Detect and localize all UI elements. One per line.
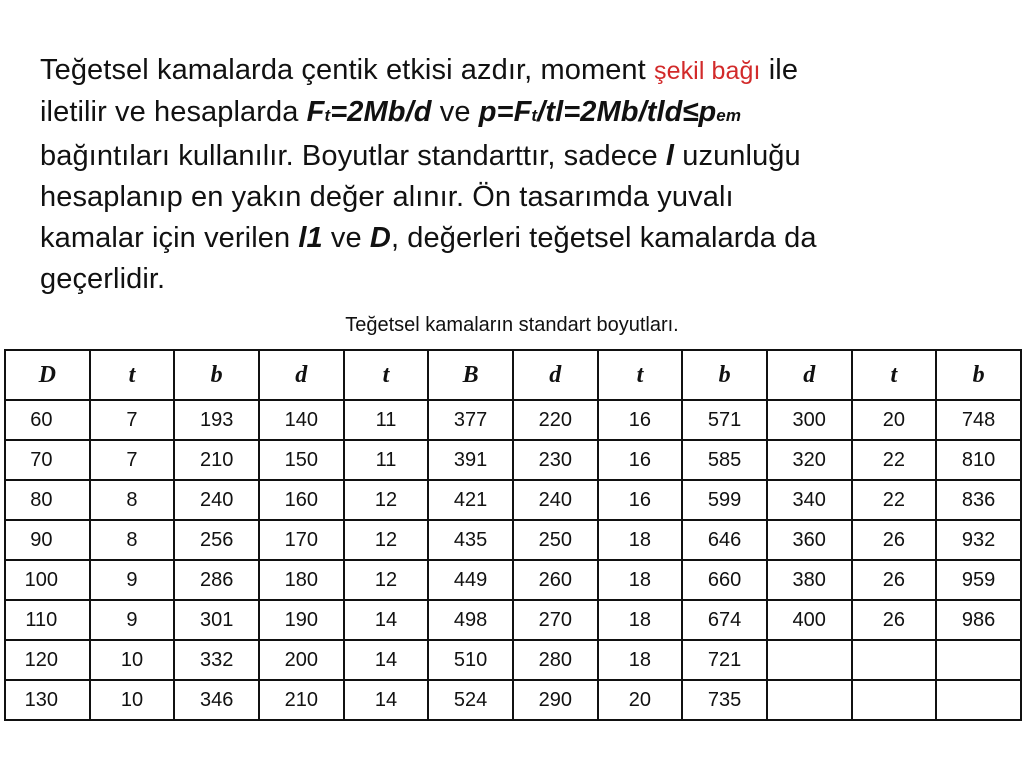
table-cell: 735 [682,680,767,720]
table-cell [936,680,1021,720]
table-cell: 110 [5,600,90,640]
table-cell: 498 [428,600,513,640]
table-cell [852,680,937,720]
table-cell: 585 [682,440,767,480]
table-cell: 160 [259,480,344,520]
table-row [5,560,1021,600]
table-cell: 210 [259,680,344,720]
table-cell: 70 [5,440,90,480]
table-cell: 200 [259,640,344,680]
table-cell: 12 [344,560,429,600]
table-cell: 721 [682,640,767,680]
table-cell: 301 [174,600,259,640]
paragraph-line-3: bağıntıları kullanılır. Boyutlar standarttır, sadece l uzunluğu [40,140,801,172]
table-cell [936,640,1021,680]
table-cell: 14 [344,640,429,680]
symbol-l: l [665,140,675,172]
table-cell: 9 [90,600,175,640]
table-cell: 22 [852,480,937,520]
table-cell [852,640,937,680]
table-cell: 391 [428,440,513,480]
formula-ft: Ft=2Mb/d [306,96,432,128]
table-cell: 400 [767,600,852,640]
table-cell: 674 [682,600,767,640]
table-cell: 8 [90,480,175,520]
symbol-d: D [369,222,391,254]
table-cell: 140 [259,400,344,440]
table-cell: 932 [936,520,1021,560]
table-cell: 810 [936,440,1021,480]
table-cell: 290 [513,680,598,720]
table-header-row [5,350,1021,400]
table-cell: 377 [428,400,513,440]
table-cell: 220 [513,400,598,440]
table-cell: 10 [90,680,175,720]
table-cell: 190 [259,600,344,640]
table-cell: 170 [259,520,344,560]
table-row [5,480,1021,520]
table-cell: 18 [598,560,683,600]
table-cell: 332 [174,640,259,680]
table-cell: 20 [598,680,683,720]
table-cell: 10 [90,640,175,680]
table-cell: 12 [344,520,429,560]
table-row [5,640,1021,680]
symbol-l1: l1 [298,222,323,254]
table-row [5,440,1021,480]
header-cell: t [598,350,683,400]
table-cell: 7 [90,440,175,480]
table-cell: 748 [936,400,1021,440]
paragraph-line-2: iletilir ve hesaplarda Ft=2Mb/d ve p=Ft/tl=2Mb/tld≤pem [40,96,742,128]
header-cell: D [5,350,90,400]
paragraph-line-1: Teğetsel kamalarda çentik etkisi azdır, moment şekil bağı ile [40,54,799,86]
table-cell: 18 [598,520,683,560]
table-cell: 360 [767,520,852,560]
table-cell: 435 [428,520,513,560]
table-cell: 22 [852,440,937,480]
table-row [5,520,1021,560]
table-cell: 646 [682,520,767,560]
table-cell: 16 [598,440,683,480]
header-cell: b [174,350,259,400]
paragraph-line-4: hesaplanıp en yakın değer alınır. Ön tasarımda yuvalı [40,181,734,213]
table-cell: 240 [174,480,259,520]
table-cell: 320 [767,440,852,480]
table-cell: 250 [513,520,598,560]
table-cell: 16 [598,480,683,520]
table-cell: 571 [682,400,767,440]
table-cell: 280 [513,640,598,680]
table-cell: 180 [259,560,344,600]
table-cell: 90 [5,520,90,560]
table-cell: 300 [767,400,852,440]
table-cell: 346 [174,680,259,720]
paragraph-line-5: kamalar için verilen l1 ve D, değerleri teğetsel kamalarda da [40,222,817,254]
table-cell: 380 [767,560,852,600]
paragraph-line-6: geçerlidir. [40,263,166,295]
table-cell: 421 [428,480,513,520]
table-cell: 660 [682,560,767,600]
table-cell: 340 [767,480,852,520]
table-cell: 60 [5,400,90,440]
table-cell: 100 [5,560,90,600]
table-cell: 210 [174,440,259,480]
header-cell: d [259,350,344,400]
header-cell: b [936,350,1021,400]
table-cell [767,680,852,720]
table-cell: 230 [513,440,598,480]
header-cell: B [428,350,513,400]
table-cell: 524 [428,680,513,720]
header-cell: t [852,350,937,400]
header-cell: d [513,350,598,400]
table-cell: 80 [5,480,90,520]
table-row [5,600,1021,640]
table-cell: 986 [936,600,1021,640]
table-cell: 449 [428,560,513,600]
table-cell: 959 [936,560,1021,600]
table-row [5,400,1021,440]
table-cell: 26 [852,600,937,640]
table-caption: Teğetsel kamaların standart boyutları. [345,314,679,336]
header-cell: t [90,350,175,400]
table-cell: 11 [344,400,429,440]
table-cell [767,640,852,680]
description-paragraph [40,50,1000,300]
table-cell: 260 [513,560,598,600]
table-cell: 150 [259,440,344,480]
header-cell: t [344,350,429,400]
table-cell: 12 [344,480,429,520]
table-cell: 256 [174,520,259,560]
table-cell: 20 [852,400,937,440]
table-cell: 599 [682,480,767,520]
table-cell: 270 [513,600,598,640]
formula-p: p=Ft/tl=2Mb/tld≤pem [478,96,742,128]
standard-dimensions-table [4,349,1022,721]
table-cell: 11 [344,440,429,480]
table-cell: 14 [344,600,429,640]
table-cell: 9 [90,560,175,600]
table-cell: 26 [852,520,937,560]
table-cell: 7 [90,400,175,440]
highlighted-term: şekil bağı [653,57,761,85]
table-cell: 130 [5,680,90,720]
table-cell: 836 [936,480,1021,520]
table-body [5,400,1021,720]
table-cell: 193 [174,400,259,440]
table-cell: 16 [598,400,683,440]
table-cell: 286 [174,560,259,600]
table-row [5,680,1021,720]
table-cell: 120 [5,640,90,680]
header-cell: b [682,350,767,400]
table-cell: 240 [513,480,598,520]
table-cell: 18 [598,600,683,640]
table-cell: 8 [90,520,175,560]
table-cell: 18 [598,640,683,680]
table-cell: 510 [428,640,513,680]
header-cell: d [767,350,852,400]
table-cell: 14 [344,680,429,720]
table-cell: 26 [852,560,937,600]
